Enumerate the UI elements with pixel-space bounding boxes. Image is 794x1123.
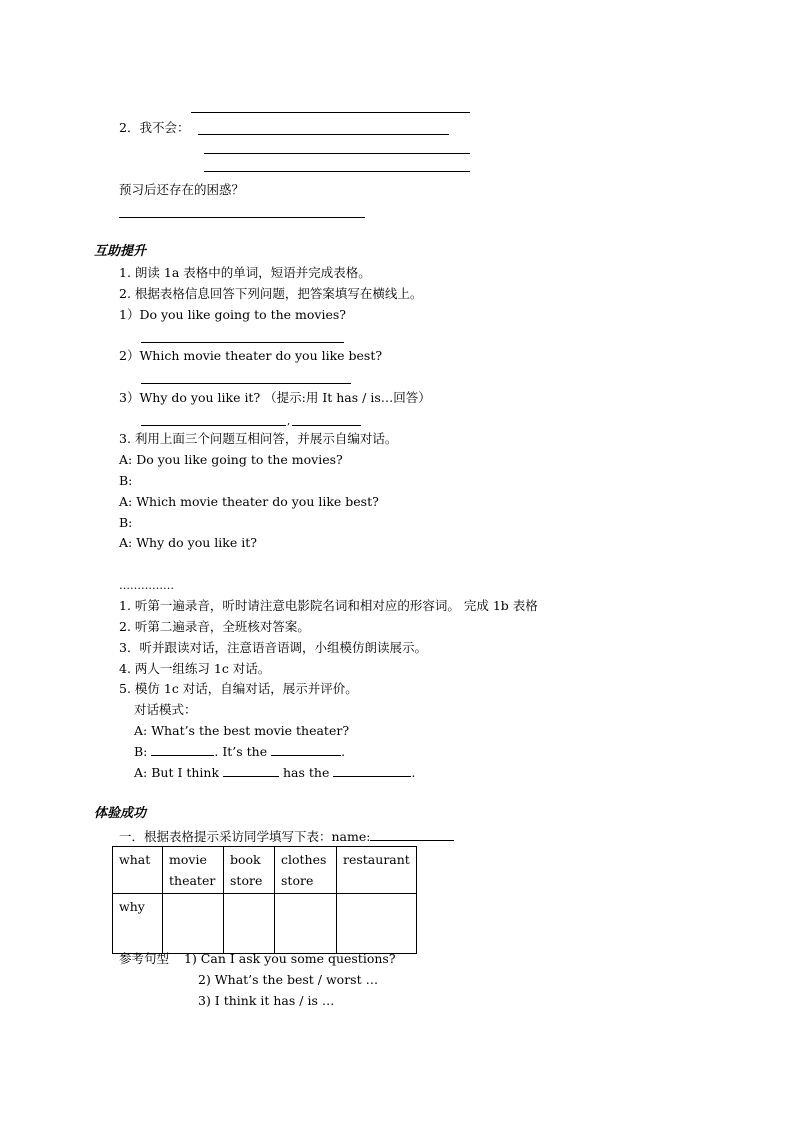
- help-line-3: 3. 利用上面三个问题互相问答，并展示自编对话。: [119, 431, 398, 446]
- step-2: 2. 听第二遍录音，全班核对答案。: [119, 619, 310, 634]
- name-blank: [370, 828, 454, 841]
- help-question-1: 1）Do you like going to the movies?: [119, 307, 346, 322]
- answer-line-3: [204, 153, 470, 154]
- mode-line-1: A: What’s the best movie theater?: [134, 723, 350, 738]
- table-cell-why: why: [113, 894, 163, 954]
- survey-table: [112, 846, 417, 954]
- table-cell-empty[interactable]: [163, 894, 224, 954]
- mode-line-3-part-a: A: But I think: [134, 765, 224, 780]
- table-cell-empty[interactable]: [275, 894, 337, 954]
- mode-line-2-part-a: B:: [134, 744, 152, 759]
- mode-line-3: [134, 764, 415, 781]
- reference-line-1: 1) Can I ask you some questions?: [184, 951, 396, 966]
- mode-blank-4: [333, 764, 411, 777]
- reference-line-3: 3) I think it has / is …: [198, 993, 335, 1008]
- table-cell-empty[interactable]: [224, 894, 275, 954]
- mode-line-2-part-c: .: [341, 744, 346, 759]
- dialog-mode-label: 对话模式：: [134, 702, 197, 717]
- comma-mark: ,: [287, 416, 291, 427]
- dialog-line-2: B:: [119, 473, 133, 488]
- answer-line-q3a: [141, 425, 286, 426]
- step-3: 3．听并跟读对话，注意语音语调，小组模仿朗读展示。: [119, 640, 427, 655]
- answer-line-4: [204, 171, 470, 172]
- help-question-2: 2）Which movie theater do you like best?: [119, 348, 383, 363]
- step-4: 4. 两人一组练习 1c 对话。: [119, 661, 271, 676]
- help-line-1: 1. 朗读 1a 表格中的单词，短语并完成表格。: [119, 265, 371, 280]
- dialog-line-5: A: Why do you like it?: [119, 535, 257, 550]
- section-heading-success: 体验成功: [94, 806, 147, 821]
- section-heading-help: 互助提升: [94, 244, 147, 259]
- ellipsis-dots: ……………: [119, 579, 174, 592]
- help-line-2: 2. 根据表格信息回答下列问题，把答案填写在横线上。: [119, 286, 423, 301]
- dialog-line-3: A: Which movie theater do you like best?: [119, 494, 379, 509]
- table-cell-what: what: [113, 847, 163, 894]
- reference-label: 参考句型: [119, 951, 170, 966]
- answer-line-q3b: [292, 425, 361, 426]
- dialog-line-1: A: Do you like going to the movies?: [119, 452, 343, 467]
- answer-line-5: [119, 217, 365, 218]
- help-question-3: 3）Why do you like it? （提示:用 It has / is…回答）: [119, 390, 431, 405]
- table-cell-empty[interactable]: [337, 894, 417, 954]
- table-cell-movie-theater: movie theater: [163, 847, 224, 894]
- mode-blank-3: [223, 764, 279, 777]
- question-text: 预习后还存在的困惑？: [119, 182, 245, 197]
- mode-line-3-part-c: .: [411, 765, 416, 780]
- mode-line-2-part-b: . It’s the: [214, 744, 272, 759]
- table-cell-book-store: book store: [224, 847, 275, 894]
- reference-line-2: 2) What’s the best / worst …: [198, 972, 379, 987]
- answer-line-2: [198, 134, 449, 135]
- answer-line-q2: [141, 383, 351, 384]
- mode-blank-1: [151, 743, 214, 756]
- table-cell-clothes-store: clothes store: [275, 847, 337, 894]
- survey-instruction: [119, 828, 454, 845]
- item2-label: 2．我不会：: [119, 120, 190, 135]
- table-row: [113, 894, 417, 954]
- table-cell-restaurant: restaurant: [337, 847, 417, 894]
- mode-line-2: [134, 743, 345, 760]
- table-row: [113, 847, 417, 894]
- step-5: 5. 模仿 1c 对话，自编对话，展示并评价。: [119, 681, 358, 696]
- mode-line-3-part-b: has the: [279, 765, 334, 780]
- survey-instruction-text: 一．根据表格提示采访同学填写下表：name:: [119, 829, 371, 844]
- answer-line-1: [191, 112, 470, 113]
- answer-line-q1: [141, 342, 344, 343]
- dialog-line-4: B:: [119, 515, 133, 530]
- step-1: 1. 听第一遍录音，听时请注意电影院名词和相对应的形容词。 完成 1b 表格: [119, 598, 538, 613]
- mode-blank-2: [271, 743, 341, 756]
